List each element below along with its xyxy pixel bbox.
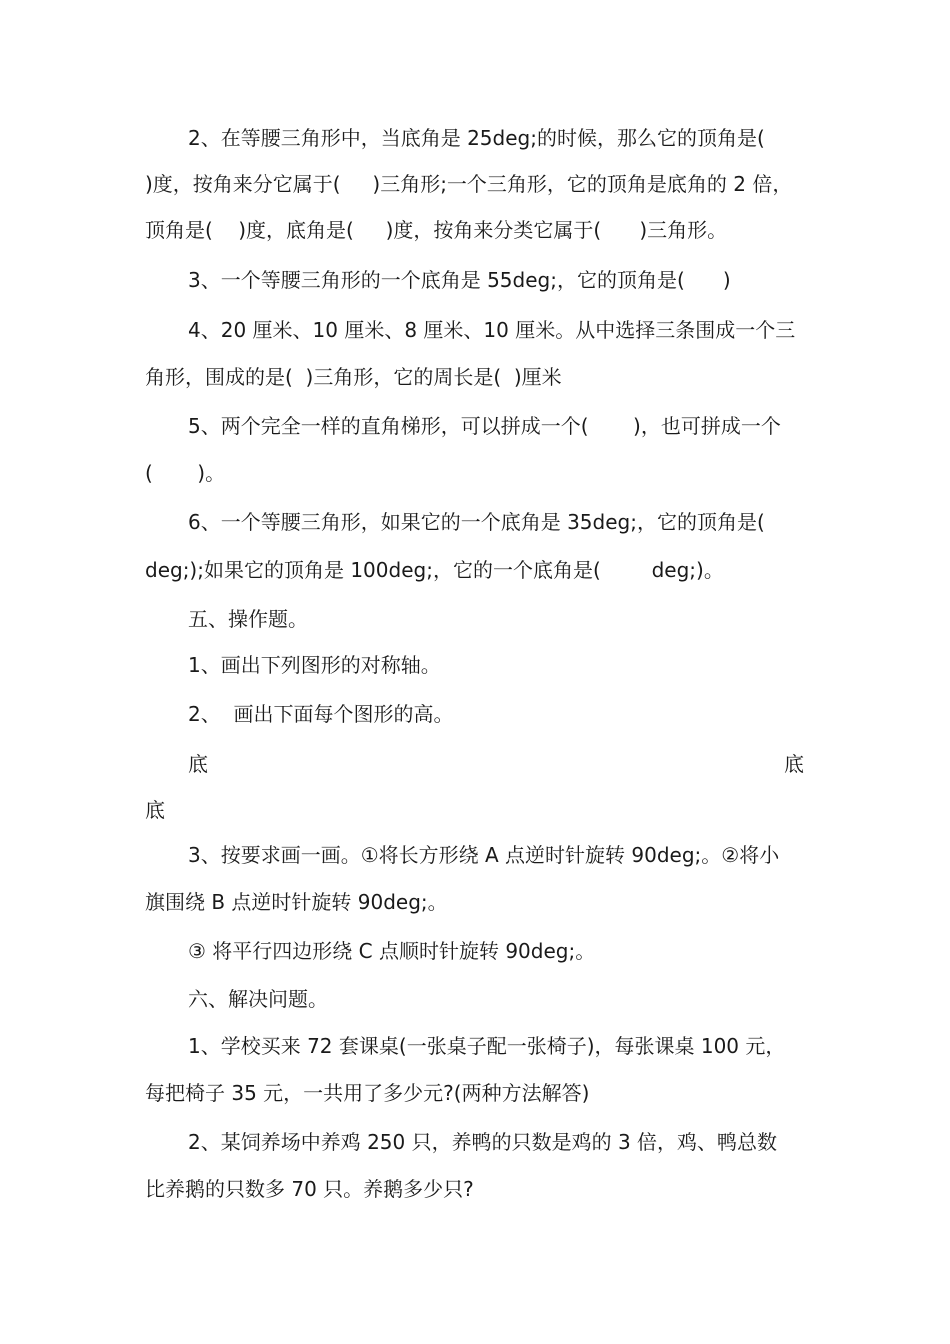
- solve-q2-line-1: 2、某饲养场中养鸡 250 只，养鸭的只数是鸡的 3 倍，鸡、鸭总数: [188, 1130, 778, 1154]
- q2-line-2: )度，按角来分它属于( )三角形;一个三角形，它的顶角是底角的 2 倍，: [145, 172, 793, 196]
- base-label-left: 底: [188, 752, 208, 776]
- solve-q1-line-1: 1、学校买来 72 套课桌(一张桌子配一张椅子)，每张课桌 100 元，: [188, 1034, 786, 1058]
- solve-q1-line-2: 每把椅子 35 元，一共用了多少元?(两种方法解答): [145, 1081, 590, 1105]
- q2-line-3: 顶角是( )度，底角是( )度，按角来分类它属于( )三角形。: [145, 218, 728, 242]
- base-label-bottom: 底: [145, 798, 165, 822]
- q6-line-1: 6、一个等腰三角形，如果它的一个底角是 35deg;，它的顶角是(: [188, 510, 765, 534]
- q5-line-2: ( )。: [145, 461, 226, 485]
- q4-line-1: 4、20 厘米、10 厘米、8 厘米、10 厘米。从中选择三条围成一个三: [188, 318, 796, 342]
- q4-line-2: 角形，围成的是( )三角形，它的周长是( )厘米: [145, 365, 562, 389]
- section-6-heading: 六、解决问题。: [188, 987, 328, 1011]
- op-q3-line-1: 3、按要求画一画。①将长方形绕 A 点逆时针旋转 90deg;。②将小: [188, 843, 780, 867]
- section-5-heading: 五、操作题。: [188, 607, 308, 631]
- q3-line-1: 3、一个等腰三角形的一个底角是 55deg;，它的顶角是( ): [188, 268, 731, 292]
- op-q3-line-2: 旗围绕 B 点逆时针旋转 90deg;。: [145, 890, 448, 914]
- solve-q2-line-2: 比养鹅的只数多 70 只。养鹅多少只?: [145, 1177, 474, 1201]
- op-q3-line-3: ③ 将平行四边形绕 C 点顺时针旋转 90deg;。: [188, 939, 596, 963]
- q6-line-2: deg;);如果它的顶角是 100deg;，它的一个底角是( deg;)。: [145, 558, 724, 582]
- q5-line-1: 5、两个完全一样的直角梯形，可以拼成一个( )，也可拼成一个: [188, 414, 781, 438]
- base-label-right: 底: [784, 752, 804, 776]
- q2-line-1: 2、在等腰三角形中，当底角是 25deg;的时候，那么它的顶角是(: [188, 126, 765, 150]
- op-q1: 1、画出下列图形的对称轴。: [188, 653, 441, 677]
- op-q2: 2、 画出下面每个图形的高。: [188, 702, 454, 726]
